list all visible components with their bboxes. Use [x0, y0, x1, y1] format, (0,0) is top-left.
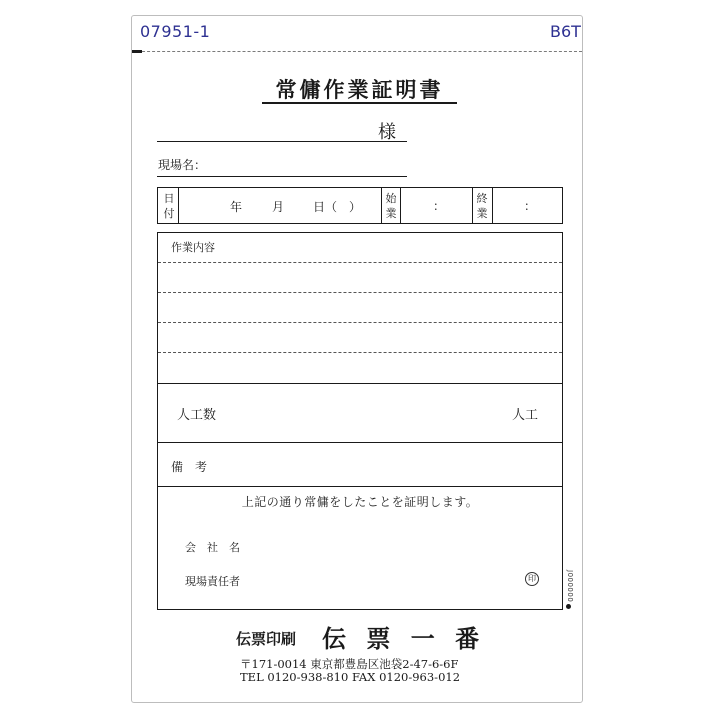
seal-mark: 印 [525, 572, 539, 586]
divider [400, 187, 401, 224]
tear-line [132, 51, 582, 52]
writing-line [158, 292, 562, 293]
site-line [157, 176, 407, 177]
writing-line [158, 352, 562, 353]
section-divider [157, 383, 563, 384]
section-divider [157, 442, 563, 443]
serial-dot [566, 604, 571, 609]
serial-number: J000000 [566, 570, 574, 603]
writing-line [158, 262, 562, 263]
work-content-label: 作業内容 [171, 241, 215, 254]
address-line: 〒171-0014 東京都豊島区池袋2-47-6-6F [240, 657, 459, 671]
brand-name: 伝 票 一 番 [322, 624, 486, 653]
divider [472, 187, 473, 224]
company-label: 会 社 名 [185, 541, 240, 554]
supervisor-label: 現場責任者 [185, 575, 240, 588]
contact-line: TEL 0120-938-810 FAX 0120-963-012 [240, 670, 461, 684]
product-code: 07951-1 [140, 22, 211, 41]
divider [492, 187, 493, 224]
date-label: 日付 [163, 192, 175, 220]
addressee-line [157, 141, 407, 142]
year-label: 年 [230, 200, 243, 214]
start-label: 始業 [385, 192, 397, 220]
divider [381, 187, 382, 224]
end-colon: ： [524, 199, 537, 213]
start-colon: ： [433, 199, 446, 213]
section-divider [157, 486, 563, 487]
tear-line-marker [132, 50, 142, 53]
divider [178, 187, 179, 224]
title-underline [262, 102, 457, 104]
workers-label: 人工数 [177, 408, 217, 423]
end-label: 終業 [476, 192, 488, 220]
site-label: 現場名： [158, 158, 207, 172]
form-title: 常傭作業証明書 [275, 77, 444, 102]
paper-size: B6T [550, 22, 581, 41]
month-label: 月 [272, 200, 285, 214]
writing-line [158, 322, 562, 323]
remarks-label: 備 考 [171, 460, 208, 474]
workers-unit: 人工 [512, 408, 539, 423]
brand-prefix: 伝票印刷 [236, 630, 297, 648]
addressee-suffix: 様 [378, 122, 396, 143]
certification-text: 上記の通り常傭をしたことを証明します。 [241, 495, 479, 509]
day-label: 日（ ） [313, 200, 362, 214]
